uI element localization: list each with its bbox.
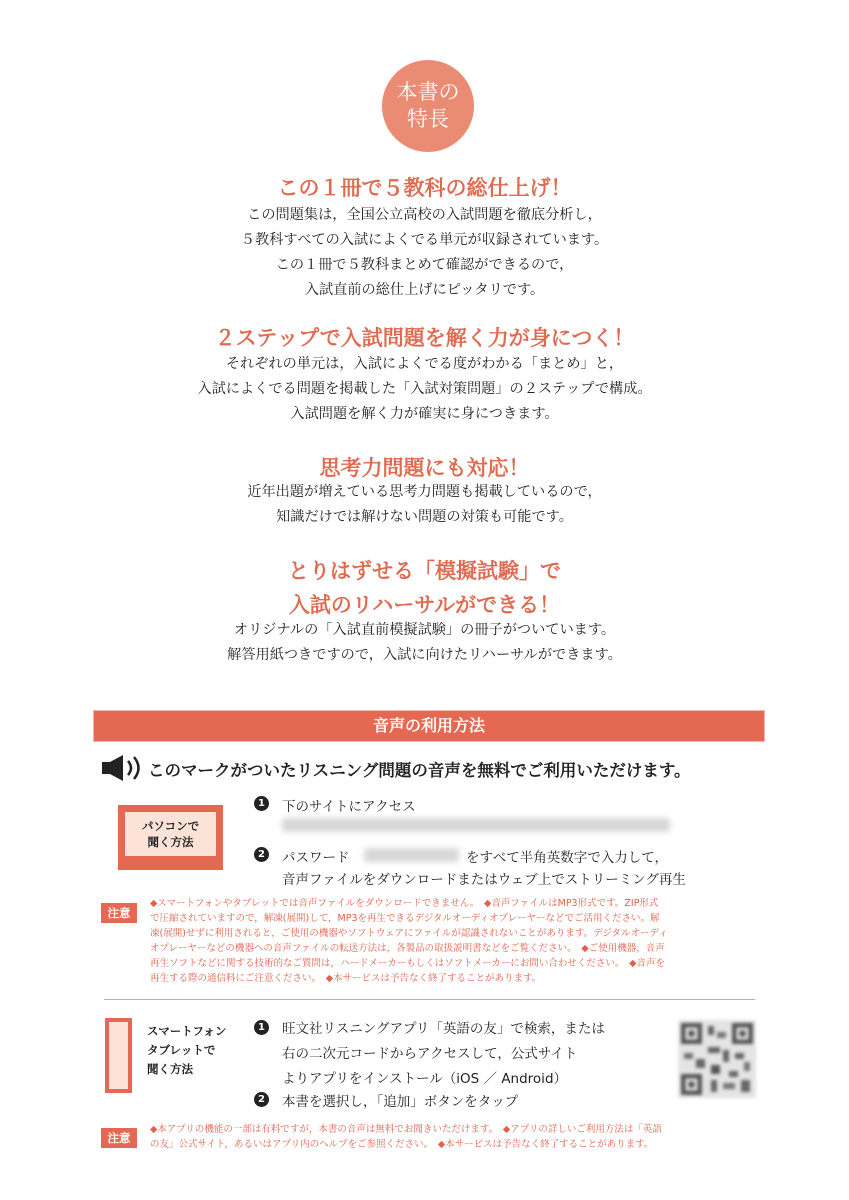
pc-caution-line: オプレーヤーなどの機器への音声ファイルの転送方法は，各製品の取扱説明書などをご覧ください。 ◆ご使用機器，音声 [150, 943, 665, 954]
badge-line-1: 本書の [396, 80, 460, 104]
sp-step-2-text: 本書を選択し，「追加」ボタンをタップ [282, 1094, 519, 1110]
sp-step-1-line: 右の二次元コードからアクセスして，公式サイト [282, 1046, 578, 1062]
feature-1-body [0, 203, 849, 303]
pc-label-line: 聞く方法 [147, 835, 194, 849]
qr-code[interactable] [678, 1020, 756, 1098]
feature-2-heading [0, 322, 849, 352]
pc-caution-line: 凍(展開)せずに利用されると，ご使用の機器やソフトウェアにファイルが認識されないことがあります。デジタルオーディ [150, 928, 668, 939]
free-audio-note: このマークがついたリスニング問題の音声を無料でご利用いただけます。 [148, 761, 691, 780]
feature-1-heading-line: この１冊で５教科の総仕上げ！ [277, 176, 572, 200]
sp-caution-label: 注意 [101, 1128, 137, 1148]
feature-3-line: 近年出題が増えている思考力問題も掲載しているので， [247, 484, 602, 500]
feature-2-line: それぞれの単元は，入試によくでる度がわかる「まとめ」と， [225, 356, 624, 372]
feature-3-line: 知識だけでは解けない問題の対策も可能です。 [276, 509, 573, 525]
sp-step-1-line: よりアプリをインストール（iOS ／ Android） [282, 1071, 568, 1087]
speaker-icon [101, 755, 145, 781]
sp-label-line: スマートフォン [147, 1024, 227, 1038]
sp-step-1-text [282, 1017, 605, 1092]
feature-1-heading [0, 172, 849, 202]
step-number-2: 2 [254, 1092, 269, 1107]
sp-label-line: タブレットで [147, 1043, 216, 1057]
pc-label-line: パソコンで [141, 819, 200, 833]
feature-1-line: 入試直前の総仕上げにピッタリです。 [304, 282, 545, 298]
pc-caution-line: 再生ソフトなどに関する技術的なご質問は，ハードメーカーもしくはソフトメーカーにお問い合わせください。 ◆音声を [150, 958, 665, 969]
feature-2-line: 入試によくでる問題を掲載した「入試対策問題」の２ステップで構成。 [197, 381, 652, 397]
feature-3-body [0, 480, 849, 530]
feature-4-body [0, 618, 849, 668]
sp-step-1-line: 旺文社リスニングアプリ「英語の友」で検索，または [282, 1021, 605, 1037]
blurred-password [364, 848, 459, 862]
pc-caution-line: で圧縮されていますので，解凍(展開)して，MP3を再生できるデジタルオーディオプレーヤーなどでご活用ください。解 [150, 913, 660, 924]
feature-1-line: この問題集は，全国公立高校の入試問題を徹底分析し， [247, 207, 602, 223]
section-divider [104, 999, 755, 1000]
pc-caution-line: ◆スマートフォンやタブレットでは音声ファイルをダウンロードできません。 ◆音声ファイルはMP3形式です。ZIP形式 [150, 898, 659, 909]
pc-step-1-text: 下のサイトにアクセス [282, 799, 416, 815]
feature-4-line: 解答用紙つきですので，入試に向けたリハーサルができます。 [227, 647, 622, 663]
feature-3-heading [0, 452, 849, 482]
sp-label-line: 聞く方法 [147, 1062, 193, 1076]
badge-line-2: 特長 [407, 107, 449, 131]
pc-step-2-suffix: をすべて半角英数字で入力して， [466, 850, 668, 866]
pc-method-label [125, 812, 216, 856]
feature-1-line: この１冊で５教科まとめて確認ができるので， [275, 257, 574, 273]
audio-section-title: 音声の利用方法 [94, 711, 764, 741]
feature-2-heading-line: ２ステップで入試問題を解く力が身につく！ [214, 326, 635, 350]
pc-caution-text [150, 896, 668, 986]
step-number-2: 2 [254, 847, 269, 862]
features-badge [382, 60, 474, 152]
sp-caution-line: の友」公式サイト，あるいはアプリ内のヘルプをご参照ください。 ◆本サービスは予告なく終了することがあります。 [150, 1139, 654, 1150]
sp-caution-text [150, 1122, 662, 1152]
feature-4-heading-line: とりはずせる「模擬試験」で [288, 559, 561, 583]
feature-2-body [0, 352, 849, 427]
phone-icon [105, 1018, 132, 1093]
smartphone-method-label [147, 1022, 226, 1079]
step-number-1: 1 [254, 1020, 269, 1035]
feature-4-heading-line: 入試のリハーサルができる！ [288, 593, 561, 617]
pc-step-2-line2: 音声ファイルをダウンロードまたはウェブ上でストリーミング再生 [282, 872, 686, 888]
sp-caution-line: ◆本アプリの機能の一部は有料ですが，本書の音声は無料でお聞きいただけます。 ◆アプリの詳しいご利用方法は「英語 [150, 1124, 662, 1135]
pc-method-label-box [118, 805, 223, 870]
feature-3-heading-line: 思考力問題にも対応！ [319, 456, 530, 480]
pc-caution-line: 再生する際の通信料にご注意ください。 ◆本サービスは予告なく終了することがあります。 [150, 973, 542, 984]
pc-step-2-prefix: パスワード [282, 850, 350, 866]
pc-caution-label: 注意 [101, 903, 137, 923]
step-number-1: 1 [254, 796, 269, 811]
blurred-site-url[interactable] [282, 818, 670, 832]
feature-4-line: オリジナルの「入試直前模擬試験」の冊子がついています。 [233, 622, 616, 638]
feature-4-heading [0, 554, 849, 622]
feature-2-line: 入試問題を解く力が確実に身につきます。 [290, 406, 559, 422]
feature-1-line: ５教科すべての入試によくでる単元が収録されています。 [240, 232, 609, 248]
